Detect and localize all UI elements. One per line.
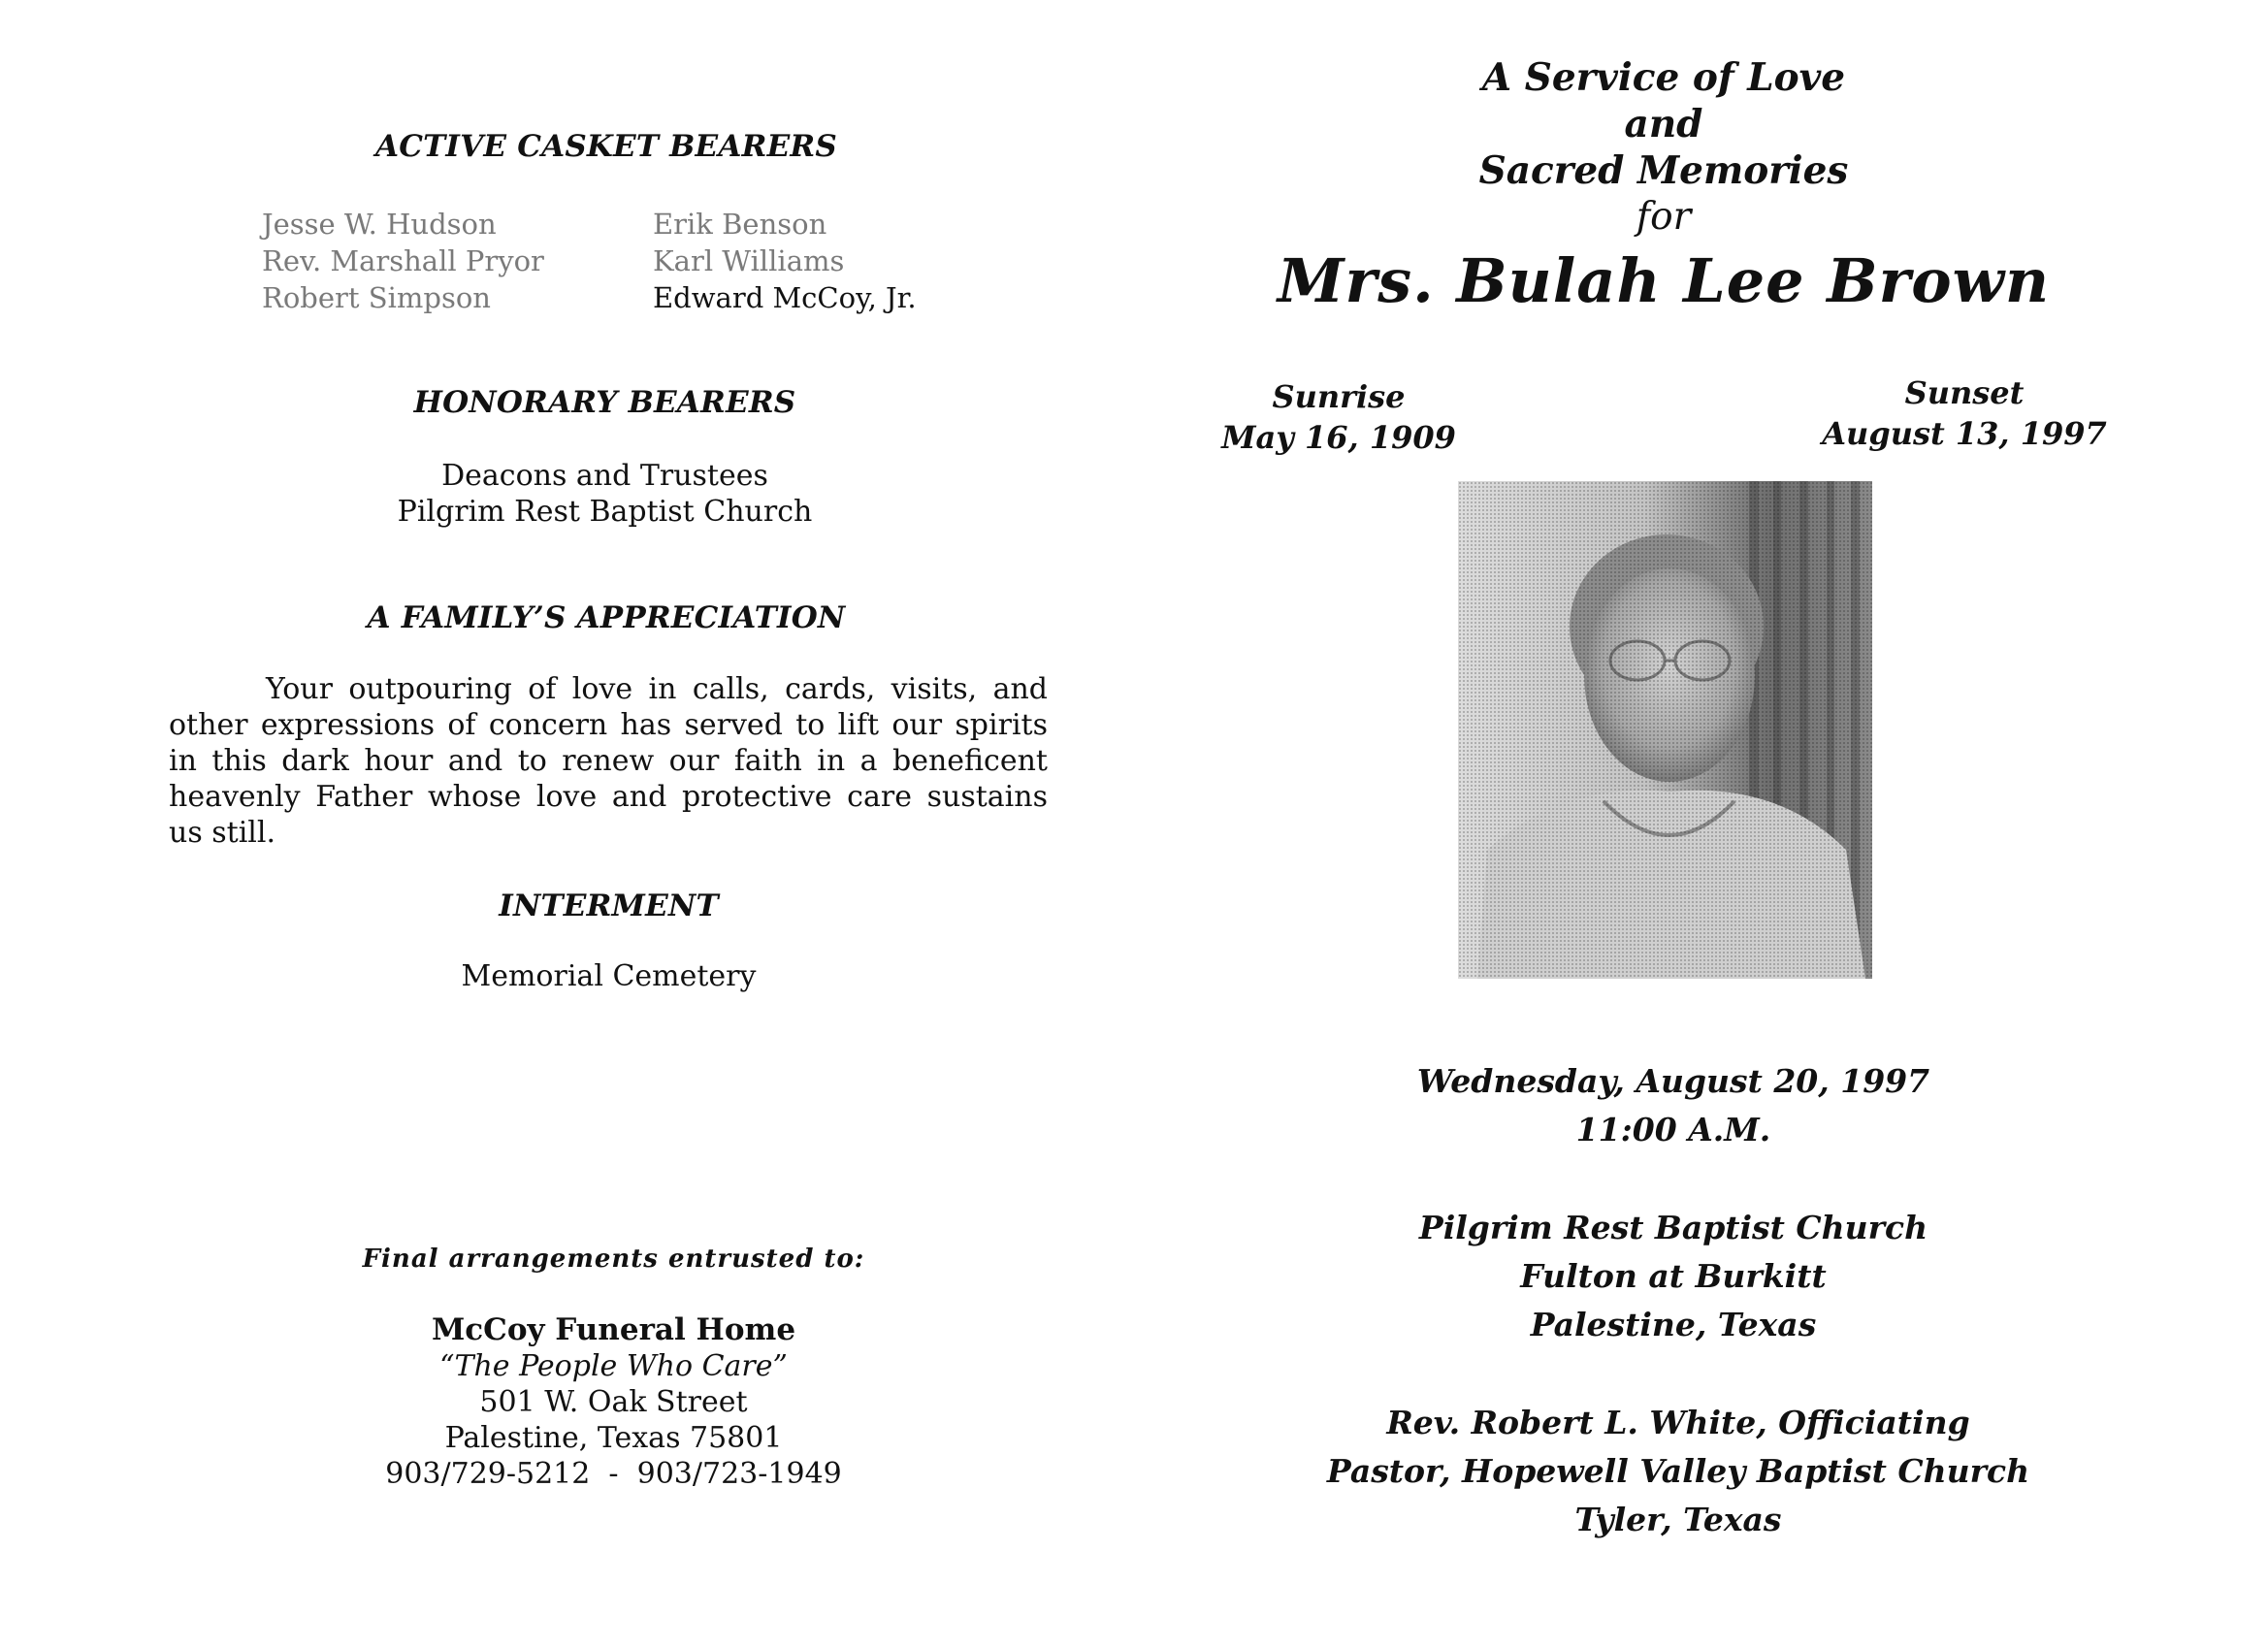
service-church: Pilgrim Rest Baptist Church [1418,1209,1928,1246]
arrangements-label: Final arrangements entrusted to: [362,1245,865,1274]
service-date: Wednesday, August 20, 1997 [1416,1062,1930,1100]
service-time: 11:00 A.M. [1575,1111,1771,1148]
funeral-home-street: 501 W. Oak Street [479,1385,748,1419]
interment-place: Memorial Cemetery [461,959,757,993]
bearer-name: Edward McCoy, Jr. [653,281,917,314]
officiant-role: Pastor, Hopewell Valley Baptist Church [1326,1452,2030,1490]
bearer-name: Karl Williams [653,244,845,277]
officiant: Rev. Robert L. White, Officiating [1386,1404,1970,1441]
service-address: Fulton at Burkitt [1520,1257,1827,1295]
appreciation-text [169,671,1048,851]
funeral-home-name: McCoy Funeral Home [431,1312,796,1347]
bearer-name: Robert Simpson [262,281,491,314]
sunrise-date: May 16, 1909 [1221,419,1456,456]
sunrise-label: Sunrise [1272,378,1406,415]
funeral-home-phones: 903/729-5212 - 903/723-1949 [385,1457,842,1491]
title-line-4: for [1636,195,1692,239]
appreciation-body: Your outpouring of love in calls, cards, visits, and other expressions of concern has served to lift our spirits in this dark hour and to renew our faith in a beneficent heavenly Father whose love and protective care sustains us still. [169,672,1048,850]
sunset-date: August 13, 1997 [1822,415,2107,452]
title-line-3: Sacred Memories [1478,148,1849,193]
honorary-bearers-church: Pilgrim Rest Baptist Church [397,495,813,529]
bearer-name: Erik Benson [653,208,827,241]
funeral-home-tagline: “The People Who Care” [439,1349,788,1383]
bearer-name: Jesse W. Hudson [262,208,497,241]
portrait-photo [1458,481,1872,979]
title-line-2: and [1624,102,1703,146]
active-bearers-list [262,206,1046,316]
active-bearers-heading: ACTIVE CASKET BEARERS [375,129,837,164]
interment-heading: INTERMENT [499,889,719,923]
deceased-name: Mrs. Bulah Lee Brown [1277,245,2051,316]
sunset-label: Sunset [1904,374,2025,411]
service-city: Palestine, Texas [1530,1306,1817,1343]
honorary-bearers-line: Deacons and Trustees [441,459,768,493]
officiant-city: Tyler, Texas [1574,1501,1782,1538]
bearers-column-1 [262,206,653,316]
bearer-name: Rev. Marshall Pryor [262,244,544,277]
title-line-1: A Service of Love [1481,55,1846,100]
funeral-home-city: Palestine, Texas 75801 [444,1421,783,1455]
honorary-bearers-heading: HONORARY BEARERS [413,385,796,420]
appreciation-heading: A FAMILY’S APPRECIATION [367,600,846,635]
bearers-column-2 [653,206,1046,316]
